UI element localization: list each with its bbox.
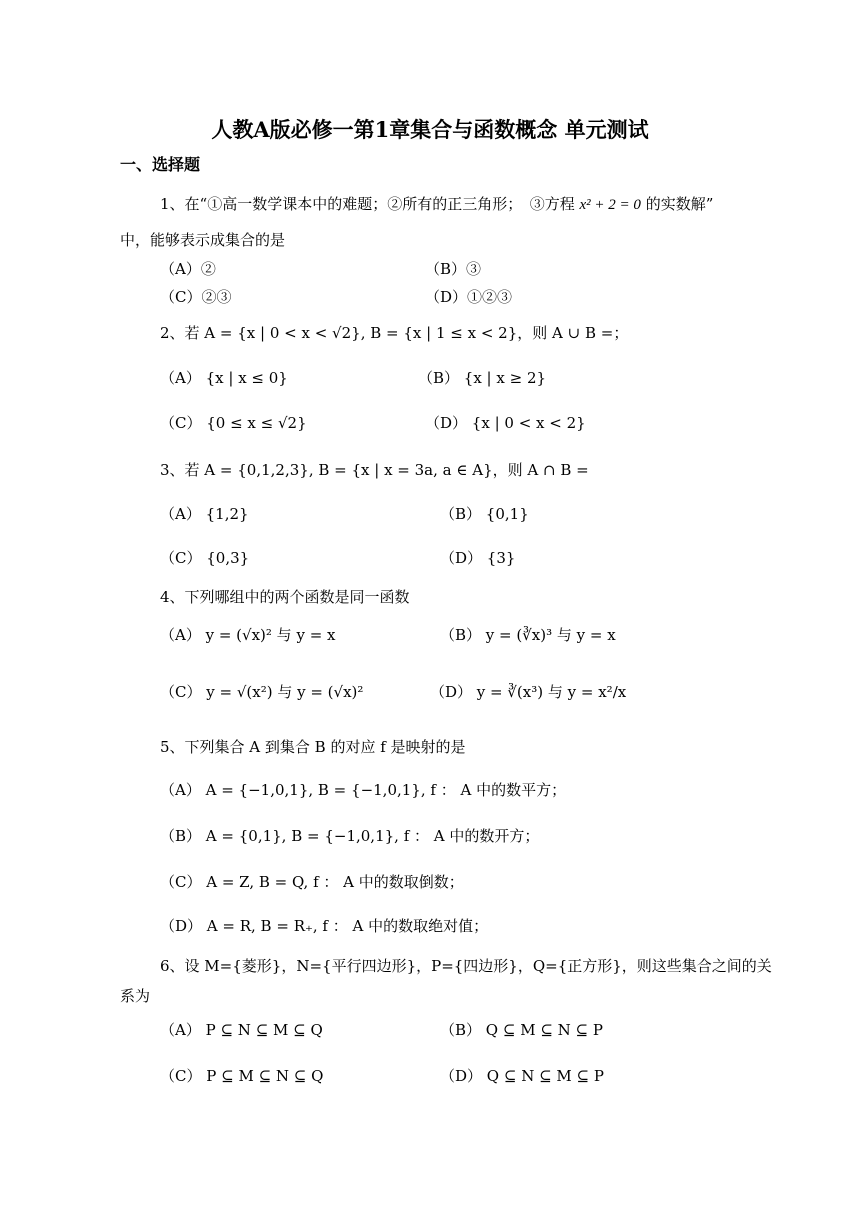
q3-option-c: （C） {0,3} (160, 549, 250, 567)
question-6-stem-cont: 系为 (120, 987, 151, 1005)
q3-option-d: （D） {3} (440, 549, 516, 567)
question-1-stem (160, 194, 713, 215)
q2-option-a: （A） {x | x ≤ 0} (160, 369, 288, 387)
q4-option-a: （A） y = (√x)² 与 y = x (160, 626, 336, 644)
q3-option-a: （A） {1,2} (160, 505, 249, 523)
q3-option-b: （B） {0,1} (440, 505, 529, 523)
question-5-stem: 5、下列集合 A 到集合 B 的对应 f 是映射的是 (160, 738, 466, 756)
q4-option-c: （C） y = √(x²) 与 y = (√x)² (160, 683, 364, 701)
question-3-stem: 3、若 A = {0,1,2,3}, B = {x | x = 3a, a ∈ A}，则 A ∩ B = (160, 461, 589, 479)
q6-option-c: （C） P ⊆ M ⊆ N ⊆ Q (160, 1067, 324, 1085)
question-4-stem: 4、下列哪组中的两个函数是同一函数 (160, 588, 410, 606)
q2-option-d: （D） {x | 0 < x < 2} (425, 414, 586, 432)
section-heading: 一、选择题 (120, 155, 201, 174)
q2-option-c: （C） {0 ≤ x ≤ √2} (160, 414, 307, 432)
q5-option-d: （D） A = R, B = R₊, f ： A 中的数取绝对值； (160, 917, 489, 935)
q5-option-a: （A） A = {−1,0,1}, B = {−1,0,1}, f ： A 中的数平方； (160, 781, 567, 799)
q2-option-b: （B） {x | x ≥ 2} (418, 369, 547, 387)
q4-option-d: （D） y = ∛(x³) 与 y = x²/x (430, 683, 627, 701)
q6-option-d: （D） Q ⊆ N ⊆ M ⊆ P (440, 1067, 604, 1085)
q1-stem-a: 1、在“①高一数学课本中的难题；②所有的正三角形； ③方程 (160, 195, 575, 213)
question-1-stem-cont: 中，能够表示成集合的是 (120, 231, 286, 249)
q6-option-a: （A） P ⊆ N ⊆ M ⊆ Q (160, 1021, 323, 1039)
q1-equation: x² + 2 = 0 (579, 197, 641, 213)
question-2-stem: 2、若 A = {x | 0 < x < √2}, B = {x | 1 ≤ x < 2}，则 A ∪ B =； (160, 324, 629, 342)
q1-option-b: （B）③ (425, 260, 482, 278)
q1-option-c: （C）②③ (160, 288, 232, 306)
q6-option-b: （B） Q ⊆ M ⊆ N ⊆ P (440, 1021, 603, 1039)
q5-option-c: （C） A = Z, B = Q, f ： A 中的数取倒数； (160, 873, 464, 891)
q1-option-a: （A）② (160, 260, 216, 278)
q5-option-b: （B） A = {0,1}, B = {−1,0,1}, f ： A 中的数开方； (160, 827, 540, 845)
page-title: 人教A版必修一第1章集合与函数概念 单元测试 (211, 117, 649, 142)
question-6-stem: 6、设 M={菱形}，N={平行四边形}，P={四边形}，Q={正方形}，则这些集合之间的关 (160, 957, 772, 975)
q1-stem-b: 的实数解” (645, 195, 714, 213)
q4-option-b: （B） y = (∛x)³ 与 y = x (440, 626, 616, 644)
q1-option-d: （D）①②③ (425, 288, 513, 306)
